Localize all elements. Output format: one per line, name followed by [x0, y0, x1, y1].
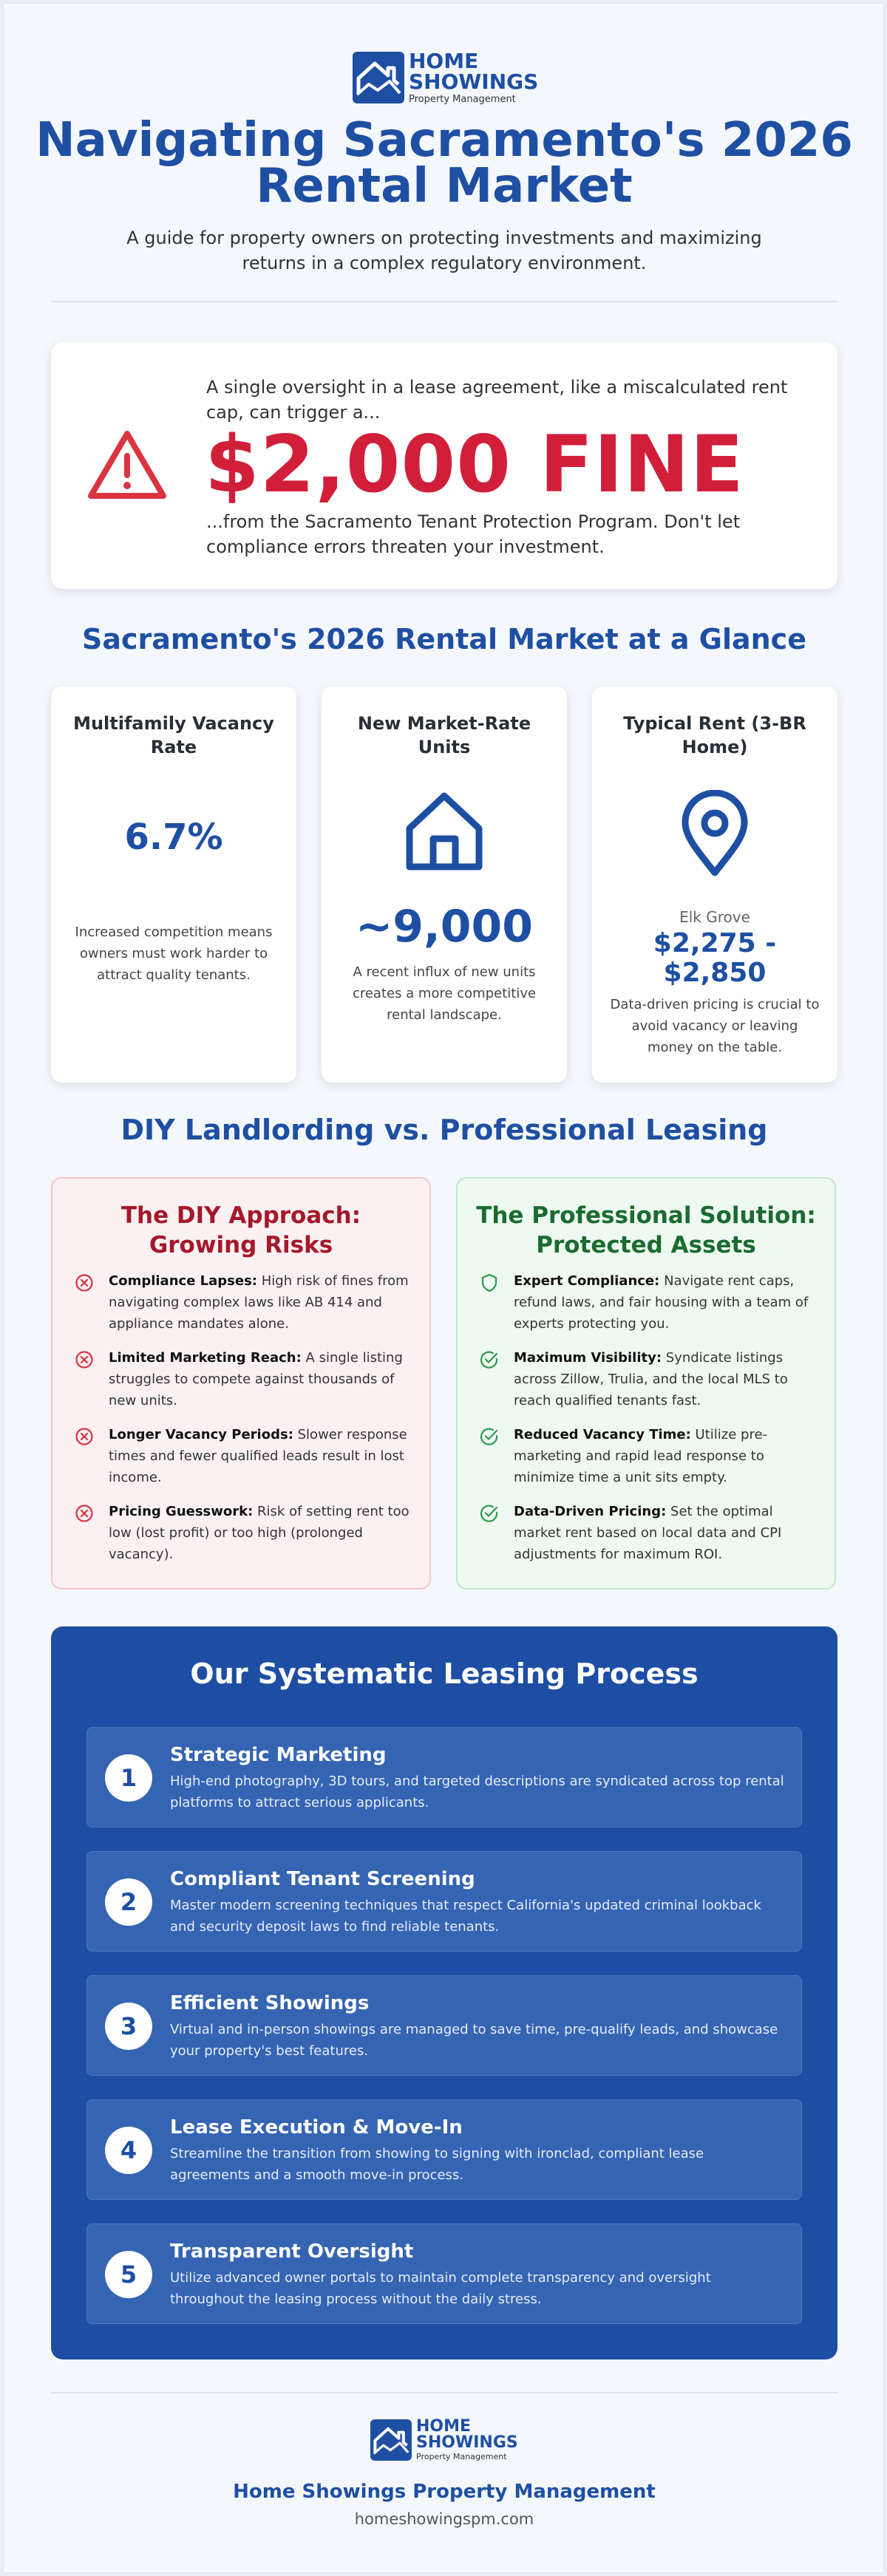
pro-item-label: Data-Driven Pricing:: [514, 1504, 667, 1519]
footer-company-name: Home Showings Property Management: [233, 2481, 656, 2503]
process-step: [86, 1975, 802, 2076]
step-description: Utilize advanced owner portals to maintain complete transparency and oversight throughout the leasing process without the daily stress.: [170, 2270, 711, 2307]
logo-line1: HOME: [416, 2417, 472, 2436]
stat-card-new-units: [322, 686, 567, 1083]
infographic-page: [3, 3, 884, 2573]
diy-item-label: Pricing Guesswork:: [109, 1504, 254, 1519]
step-description: High-end photography, 3D tours, and targeted descriptions are syndicated across top rental platforms to attract serious applicants.: [170, 1773, 784, 1810]
footer-logo: [370, 2419, 518, 2461]
comparison-section-title: DIY Landlording vs. Professional Leasing: [120, 1114, 768, 1146]
x-circle-icon: [75, 1504, 94, 1523]
stat-card-vacancy: [51, 686, 296, 1083]
step-description: Streamline the transition from showing to signing with ironclad, compliant lease agreements and a smooth move-in process.: [170, 2146, 704, 2183]
pro-item: [480, 1270, 815, 1335]
stat-description: A recent influx of new units creates a more competitive rental landscape.: [352, 964, 537, 1023]
page-title: Navigating Sacramento's 2026 Rental Market: [35, 113, 853, 214]
warning-triangle-icon: [86, 428, 168, 502]
logo-line2: SHOWINGS: [416, 2433, 518, 2452]
fine-warning-card: [51, 342, 837, 589]
stat-description: Data-driven pricing is crucial to avoid vacancy or leaving money on the table.: [610, 997, 820, 1055]
divider: [51, 2392, 837, 2393]
x-circle-icon: [75, 1273, 94, 1292]
process-step: [86, 2099, 802, 2200]
pro-item-label: Reduced Vacancy Time:: [514, 1427, 691, 1442]
pro-item-text: Navigate rent caps, refund laws, and fair housing with a team of experts protecting you.: [514, 1273, 809, 1332]
page-subtitle: A guide for property owners on protecting investments and maximizing returns in a complex regulatory environment.: [126, 228, 762, 273]
diy-item-label: Limited Marketing Reach:: [109, 1350, 302, 1366]
step-number: 5: [105, 2251, 152, 2298]
fine-intro-text: A single oversight in a lease agreement, like a miscalculated rent cap, can trigger a...: [206, 377, 788, 423]
stat-value: 6.7%: [124, 817, 223, 858]
footer-website-link[interactable]: homeshowingspm.com: [354, 2510, 534, 2528]
pro-item-label: Expert Compliance:: [514, 1273, 660, 1289]
location-pin-icon: [679, 790, 750, 879]
rent-location: Elk Grove: [679, 908, 750, 926]
diy-item-label: Longer Vacancy Periods:: [109, 1427, 293, 1442]
step-title: Compliant Tenant Screening: [170, 1868, 475, 1890]
stat-card-title: Typical Rent (3-BR Home): [623, 713, 806, 757]
stat-description: Increased competition means owners must work harder to attract quality tenants.: [75, 924, 273, 983]
divider: [51, 301, 837, 302]
diy-item-text: High risk of fines from navigating complex laws like AB 414 and appliance mandates alone.: [109, 1273, 409, 1332]
step-title: Efficient Showings: [170, 1992, 370, 2014]
stat-card-title: Multifamily Vacancy Rate: [73, 713, 274, 757]
header-logo: [353, 51, 538, 104]
diy-item-label: Compliance Lapses:: [109, 1273, 257, 1289]
check-circle-icon: [480, 1504, 499, 1523]
x-circle-icon: [75, 1427, 94, 1446]
step-number: 1: [105, 1754, 152, 1802]
logo-line1: HOME: [409, 49, 479, 73]
step-title: Strategic Marketing: [170, 1744, 387, 1766]
fine-amount: $2,000 FINE: [205, 419, 744, 510]
diy-item: [75, 1501, 410, 1565]
pro-item: [480, 1501, 815, 1565]
professional-solution-card: [456, 1177, 836, 1589]
step-description: Master modern screening techniques that respect California's updated criminal lookback and security deposit laws to find reliable tenants.: [170, 1898, 761, 1935]
stat-card-title: New Market-Rate Units: [357, 713, 531, 757]
pro-item-text: Set the optimal market rent based on local data and CPI adjustments for maximum ROI.: [514, 1504, 782, 1562]
glance-section-title: Sacramento's 2026 Rental Market at a Glance: [82, 623, 806, 655]
process-step: [86, 1727, 802, 1827]
leasing-process-panel: [51, 1626, 837, 2359]
diy-item-text: A single listing struggles to compete against thousands of new units.: [109, 1350, 403, 1408]
logo-wordmark: [416, 2419, 518, 2461]
shield-icon: [480, 1273, 499, 1292]
logo-wordmark: [409, 51, 538, 104]
pro-item: [480, 1424, 815, 1488]
house-logo-icon: [370, 2419, 412, 2461]
pro-item-text: Utilize pre-marketing and rapid lead response to minimize time a unit sits empty.: [514, 1427, 768, 1485]
diy-item: [75, 1347, 410, 1411]
logo-tagline: Property Management: [409, 94, 516, 105]
stat-card-rent: [592, 686, 837, 1083]
stat-value: ~9,000: [355, 901, 534, 953]
diy-card-title: The DIY Approach: Growing Risks: [120, 1202, 361, 1258]
diy-item: [75, 1270, 410, 1335]
process-step: [86, 1851, 802, 1952]
logo-line2: SHOWINGS: [409, 69, 539, 94]
step-title: Lease Execution & Move-In: [170, 2116, 463, 2139]
home-icon: [404, 790, 485, 871]
step-number: 2: [105, 1878, 152, 1926]
diy-item: [75, 1424, 410, 1488]
process-step: [86, 2224, 802, 2324]
pro-item-text: Syndicate listings across Zillow, Trulia, and the local MLS to reach qualified tenants fast.: [514, 1350, 788, 1408]
pro-item-label: Maximum Visibility:: [514, 1350, 662, 1366]
step-title: Transparent Oversight: [170, 2241, 414, 2263]
logo-tagline: Property Management: [416, 2452, 507, 2461]
diy-item-text: Risk of setting rent too low (lost profit) or too high (prolonged vacancy).: [109, 1504, 409, 1562]
fine-explanation-text: ...from the Sacramento Tenant Protection Program. Don't let compliance errors threaten your investment.: [206, 511, 741, 557]
step-description: Virtual and in-person showings are managed to save time, pre-qualify leads, and showcase your property's best features.: [170, 2022, 778, 2059]
process-title: Our Systematic Leasing Process: [190, 1657, 699, 1690]
step-number: 3: [105, 2003, 152, 2050]
diy-item-text: Slower response times and fewer qualified leads result in lost income.: [109, 1427, 407, 1485]
step-number: 4: [105, 2127, 152, 2174]
diy-approach-card: [51, 1177, 431, 1589]
check-circle-icon: [480, 1427, 499, 1446]
pro-card-title: The Professional Solution: Protected Assets: [476, 1202, 816, 1258]
rent-range-low: $2,275 -: [653, 928, 777, 958]
check-circle-icon: [480, 1350, 499, 1369]
x-circle-icon: [75, 1350, 94, 1369]
pro-item: [480, 1347, 815, 1411]
house-logo-icon: [353, 52, 404, 103]
rent-range-high: $2,850: [663, 958, 767, 988]
